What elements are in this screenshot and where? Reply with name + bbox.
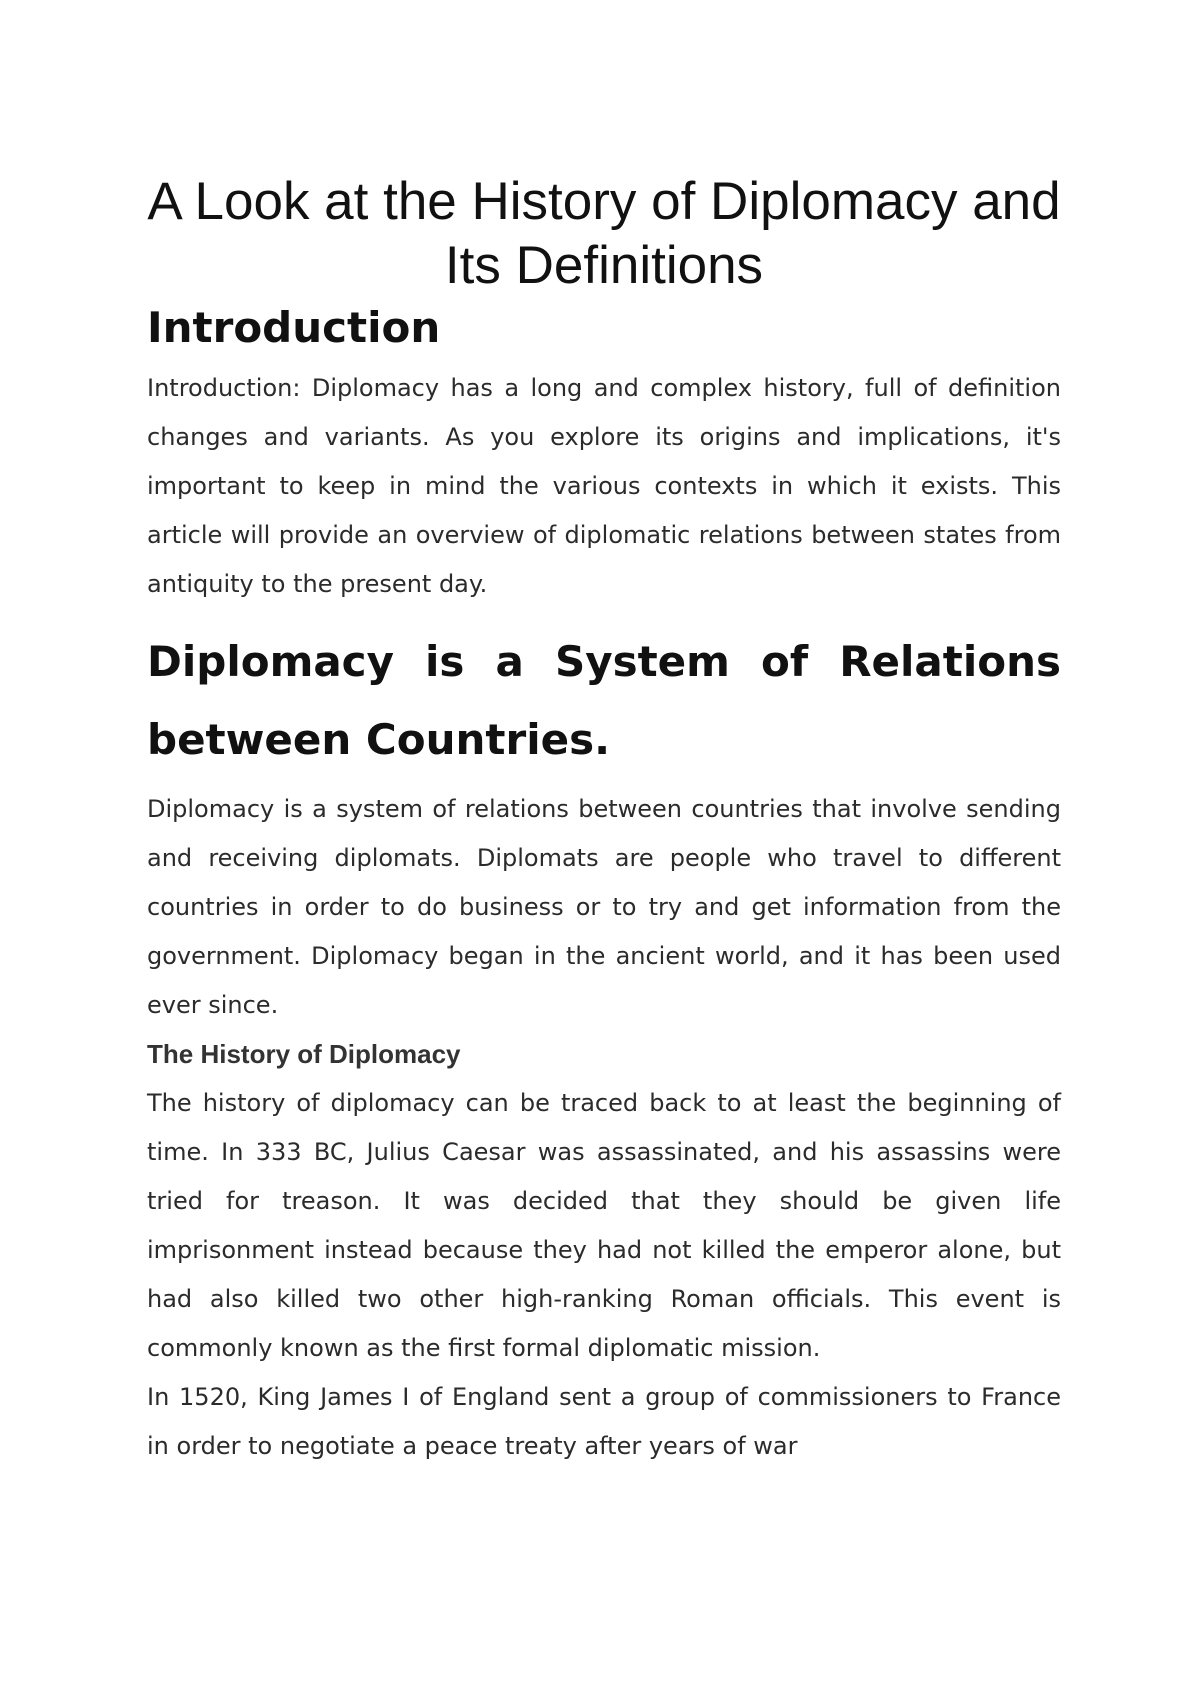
introduction-paragraph: Introduction: Diplomacy has a long and complex history, full of definition changes and variants. As you explore its origins and implications, it's important to keep in mind the various contexts in which it exists. This article will provide an overview of diplomatic relations between states from antiquity to the present day.	[147, 374, 1061, 598]
history-paragraph-2: In 1520, King James I of England sent a group of commissioners to France in order to negotiate a peace treaty after years of war	[147, 1383, 1061, 1460]
system-of-relations-paragraph: Diplomacy is a system of relations between countries that involve sending and receiving diplomats. Diplomats are people who travel to different countries in order to do business or to try and get information from the government. Diplomacy began in the ancient world, and it has been used ever since.	[147, 795, 1061, 1019]
document-page	[147, 170, 1061, 1471]
history-paragraph-1: The history of diplomacy can be traced back to at least the beginning of time. In 333 BC, Julius Caesar was assassinated, and his assassins were tried for treason. It was decided that they should be given life imprisonment instead because they had not killed the emperor alone, but had also killed two other high-ranking Roman officials. This event is commonly known as the first formal diplomatic mission.	[147, 1089, 1061, 1362]
history-heading: The History of Diplomacy	[147, 1039, 461, 1069]
introduction-heading: Introduction	[147, 303, 441, 352]
document-title: A Look at the History of Diplomacy and Its Definitions	[147, 172, 1061, 295]
system-of-relations-heading: Diplomacy is a System of Relations between Countries.	[147, 637, 1061, 764]
